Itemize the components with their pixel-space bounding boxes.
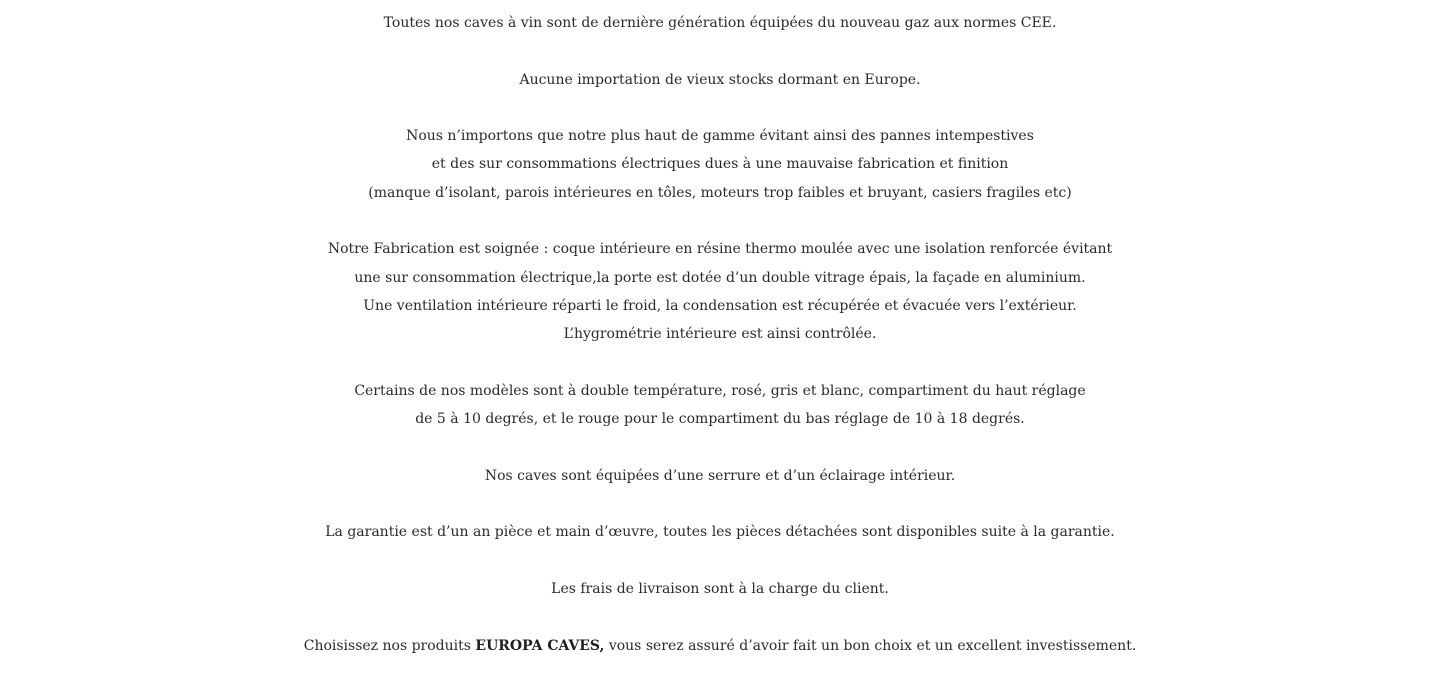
paragraph-high-end [0,122,1440,207]
closing-text-after: vous serez assuré d’avoir fait un bon choix et un excellent investissement. [604,637,1137,654]
text-line: Toutes nos caves à vin sont de dernière génération équipées du nouveau gaz aux normes CEE. [383,15,1057,31]
text-line: Notre Fabrication est soignée : coque intérieure en résine thermo moulée avec une isolation renforcée évitant [327,241,1113,258]
paragraph-no-old-stock [0,66,1440,94]
paragraph-closing [0,632,1440,660]
text-line: L’hygrométrie intérieure est ainsi contrôlée. [563,326,877,343]
brand-name: EUROPA CAVES, [475,637,605,654]
text-line: La garantie est d’un an pièce et main d’œuvre, toutes les pièces détachées sont disponibles suite à la garantie. [325,524,1115,541]
text-line: de 5 à 10 degrés, et le rouge pour le compartiment du bas réglage de 10 à 18 degrés. [415,411,1025,428]
text-line: Certains de nos modèles sont à double température, rosé, gris et blanc, compartiment du haut réglage [354,382,1086,399]
text-line: Nous n’importons que notre plus haut de gamme évitant ainsi des pannes intempestives [406,128,1034,145]
text-line: et des sur consommations électriques dues à une mauvaise fabrication et finition [431,156,1009,173]
paragraph-lock-lighting [0,462,1440,490]
paragraph-delivery [0,575,1440,603]
text-line: Aucune importation de vieux stocks dormant en Europe. [519,71,921,88]
text-line: Une ventilation intérieure réparti le froid, la condensation est récupérée et évacuée vers l’extérieur. [363,297,1077,314]
paragraph-gas-norms [0,9,1440,37]
paragraph-fabrication [0,235,1440,348]
closing-line [0,632,1440,660]
text-line: (manque d’isolant, parois intérieures en tôles, moteurs trop faibles et bruyant, casiers fragiles etc) [368,184,1072,201]
text-line: Nos caves sont équipées d’une serrure et d’un éclairage intérieur. [484,467,956,484]
paragraph-temperature [0,377,1440,434]
closing-text-before: Choisissez nos produits [303,637,476,654]
paragraph-warranty [0,518,1440,546]
text-line: une sur consommation électrique,la porte est dotée d’un double vitrage épais, la façade en aluminium. [354,269,1086,286]
text-line: Les frais de livraison sont à la charge du client. [551,580,889,597]
